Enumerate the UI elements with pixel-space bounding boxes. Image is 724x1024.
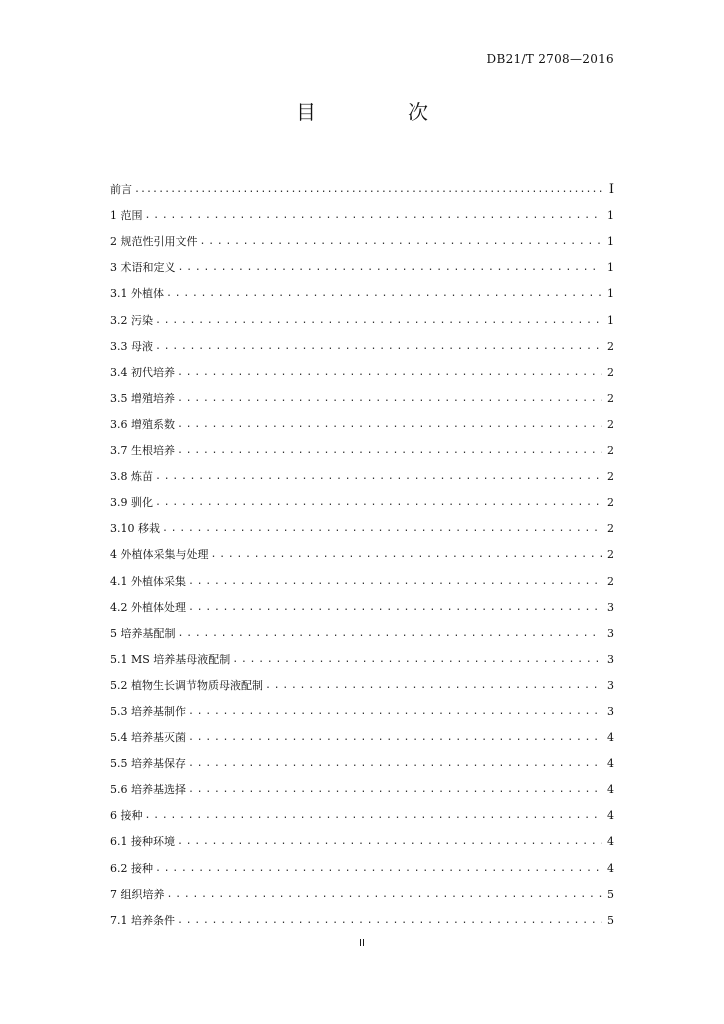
- toc-entry-page: 1: [607, 209, 614, 223]
- toc-entry[interactable]: [110, 902, 614, 928]
- toc-entry-label: 3.1 外植体: [110, 287, 164, 301]
- toc-entry-page: I: [608, 182, 614, 198]
- toc-dot-leader: [200, 235, 603, 249]
- toc-entry-label: 4.2 外植体处理: [110, 600, 186, 614]
- toc-entry-label: 3.4 初代培养: [110, 365, 175, 379]
- toc-dot-leader: [155, 862, 602, 876]
- toc-entry-label: 7 组织培养: [110, 887, 165, 901]
- toc-dot-leader: [188, 601, 602, 615]
- toc-entry-page: 3: [607, 600, 614, 614]
- toc-entry-label: 5.6 培养基选择: [110, 783, 186, 797]
- toc-dot-leader: [177, 366, 602, 380]
- toc-dot-leader: [155, 340, 602, 354]
- toc-dot-leader: [177, 392, 602, 406]
- toc-dot-leader: [188, 575, 602, 589]
- toc-entry-label: 6.1 接种环境: [110, 835, 175, 849]
- toc-entry-label: 6.2 接种: [110, 861, 153, 875]
- toc-dot-leader: [177, 914, 602, 928]
- toc-dot-leader: [167, 888, 603, 902]
- toc-entry-page: 1: [607, 235, 614, 249]
- toc-dot-leader: [177, 444, 602, 458]
- toc-entry-label: 4.1 外植体采集: [110, 574, 186, 588]
- standard-code: DB21/T 2708—2016: [486, 52, 614, 66]
- toc-entry-label: 3.9 驯化: [110, 496, 153, 510]
- toc-entry[interactable]: [110, 484, 614, 510]
- toc-dot-leader: [166, 287, 602, 301]
- toc-dot-leader: [155, 470, 602, 484]
- toc-entry[interactable]: [110, 823, 614, 849]
- toc-entry-page: 3: [607, 704, 614, 718]
- toc-entry-page: 2: [607, 522, 614, 536]
- toc-entry-label: 5.4 培养基灭菌: [110, 731, 186, 745]
- toc-entry[interactable]: [110, 301, 614, 327]
- toc-entry-page: 3: [607, 678, 614, 692]
- toc-entry-page: 1: [607, 287, 614, 301]
- toc-entry[interactable]: [110, 432, 614, 458]
- toc-entry[interactable]: [110, 328, 614, 354]
- toc-entry[interactable]: [110, 797, 614, 823]
- toc-entry-page: 3: [607, 626, 614, 640]
- footer-page-number: II: [359, 938, 365, 949]
- toc-entry[interactable]: [110, 589, 614, 615]
- toc-entry[interactable]: [110, 536, 614, 562]
- toc-dot-leader: [178, 261, 603, 275]
- toc-entry-page: 2: [607, 339, 614, 353]
- toc-entry[interactable]: [110, 615, 614, 641]
- toc-entry[interactable]: [110, 510, 614, 536]
- toc-entry-page: 2: [607, 365, 614, 379]
- toc-entry-page: 2: [607, 444, 614, 458]
- toc-dot-leader: [155, 496, 602, 510]
- toc-dot-leader: [188, 731, 602, 745]
- toc-dot-leader: [265, 679, 602, 693]
- toc-entry-label: 4 外植体采集与处理: [110, 548, 209, 562]
- toc-entry[interactable]: [110, 458, 614, 484]
- toc-entry[interactable]: [110, 223, 614, 249]
- toc-dot-leader: [134, 183, 602, 197]
- toc-dot-leader: [162, 522, 602, 536]
- toc-entry-page: 2: [607, 391, 614, 405]
- toc-entry-label: 3.7 生根培养: [110, 444, 175, 458]
- toc-entry-page: 2: [607, 574, 614, 588]
- toc-dot-leader: [232, 653, 602, 667]
- toc-entry[interactable]: [110, 249, 614, 275]
- toc-entry-label: 前言: [110, 183, 132, 197]
- toc-entry-page: 5: [607, 913, 614, 927]
- toc-entry-label: 2 规范性引用文件: [110, 235, 198, 249]
- toc-dot-leader: [188, 757, 602, 771]
- toc-dot-leader: [145, 209, 603, 223]
- toc-dot-leader: [211, 548, 603, 562]
- toc-dot-leader: [177, 835, 602, 849]
- toc-entry[interactable]: [110, 667, 614, 693]
- toc-entry-page: 4: [607, 783, 614, 797]
- toc-dot-leader: [177, 418, 602, 432]
- toc-entry-page: 4: [607, 861, 614, 875]
- toc-entry-page: 4: [607, 757, 614, 771]
- toc-entry[interactable]: [110, 771, 614, 797]
- toc-entry-page: 2: [607, 496, 614, 510]
- toc-entry-page: 2: [607, 470, 614, 484]
- page-title: 目 次: [296, 100, 464, 124]
- toc-entry[interactable]: [110, 354, 614, 380]
- toc-entry-label: 3.10 移栽: [110, 522, 160, 536]
- toc-entry[interactable]: [110, 876, 614, 902]
- toc-entry-label: 3.2 污染: [110, 313, 153, 327]
- toc-entry-page: 1: [607, 261, 614, 275]
- toc-entry-label: 1 范围: [110, 209, 143, 223]
- toc-entry-page: 1: [607, 313, 614, 327]
- toc-entry[interactable]: [110, 406, 614, 432]
- toc-dot-leader: [178, 627, 603, 641]
- toc-entry-label: 5 培养基配制: [110, 626, 176, 640]
- toc-entry-page: 2: [607, 548, 614, 562]
- toc-entry-label: 7.1 培养条件: [110, 913, 175, 927]
- toc-dot-leader: [145, 809, 603, 823]
- toc-entry-label: 5.5 培养基保存: [110, 757, 186, 771]
- toc-entry[interactable]: [110, 380, 614, 406]
- toc-dot-leader: [188, 705, 602, 719]
- toc-entry-label: 3.8 炼苗: [110, 470, 153, 484]
- toc-entry-label: 3.3 母液: [110, 339, 153, 353]
- toc-entry-label: 5.1 MS 培养基母液配制: [110, 652, 231, 666]
- toc-dot-leader: [155, 314, 602, 328]
- toc-entry[interactable]: [110, 849, 614, 875]
- toc-entry-page: 2: [607, 417, 614, 431]
- toc-entry-label: 5.3 培养基制作: [110, 704, 186, 718]
- toc-entry[interactable]: [110, 719, 614, 745]
- toc-entry[interactable]: [110, 693, 614, 719]
- toc-entry[interactable]: [110, 641, 614, 667]
- toc-entry[interactable]: [110, 171, 614, 197]
- toc-entry-page: 4: [607, 731, 614, 745]
- toc-entry-label: 3 术语和定义: [110, 261, 176, 275]
- table-of-contents: [110, 171, 614, 928]
- toc-entry[interactable]: [110, 275, 614, 301]
- toc-dot-leader: [188, 783, 602, 797]
- toc-entry[interactable]: [110, 197, 614, 223]
- toc-entry[interactable]: [110, 562, 614, 588]
- toc-entry[interactable]: [110, 745, 614, 771]
- toc-entry-page: 5: [607, 887, 614, 901]
- toc-entry-label: 3.5 增殖培养: [110, 391, 175, 405]
- toc-entry-label: 3.6 增殖系数: [110, 417, 175, 431]
- toc-entry-label: 6 接种: [110, 809, 143, 823]
- toc-entry-page: 3: [607, 652, 614, 666]
- toc-entry-label: 5.2 植物生长调节物质母液配制: [110, 678, 263, 692]
- toc-entry-page: 4: [607, 809, 614, 823]
- toc-entry-page: 4: [607, 835, 614, 849]
